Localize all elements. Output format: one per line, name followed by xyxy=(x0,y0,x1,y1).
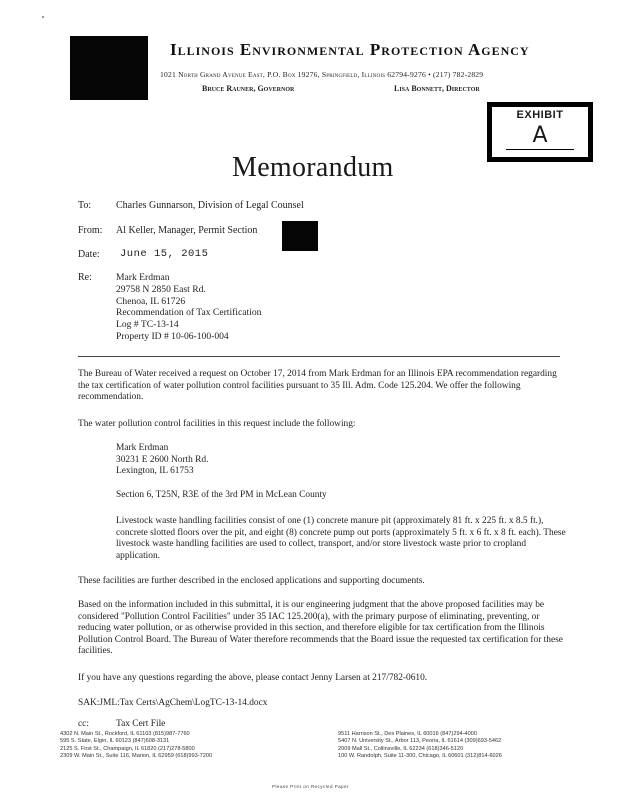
header-divider xyxy=(78,356,560,357)
livestock-description: Livestock waste handling facilities consist of one (1) concrete manure pit (approximately 81 ft. x 225 ft. x 8.5 ft.), concrete slotted floors over the pit, and eight (8) concrete pump out ports (approximately 5 ft. x 6 ft. x 8 ft. each). These livestock waste handling facilities are used to collect, transport, and/or store livestock waste prior to cropland application. xyxy=(116,516,566,561)
office-address: 100 W. Randolph, Suite 11-300, Chicago, IL 60601 (312)814-6026 xyxy=(338,752,502,759)
office-address: 2125 S. First St., Champaign, IL 61820 (217)278-5800 xyxy=(60,745,195,752)
intro-paragraph: The Bureau of Water received a request on October 17, 2014 from Mark Erdman for an Illinois EPA recommendation regarding the tax certification of water pollution control facilities pursuant to 35 Ill. Adm. Code 125.204. We offer the following recommendation. xyxy=(78,369,557,403)
date-value: June 15, 2015 xyxy=(120,248,209,260)
exhibit-label: EXHIBIT xyxy=(516,109,564,121)
memo-title: Memorandum xyxy=(232,152,394,183)
governor-name: Bruce Rauner, Governor xyxy=(202,84,295,93)
cc-label: cc: xyxy=(78,719,89,729)
re-block xyxy=(116,272,261,343)
legal-location: Section 6, T25N, R3E of the 3rd PM in McLean County xyxy=(116,490,327,500)
file-reference: SAK:JML:Tax Certs\AgChem\LogTC-13-14.docx xyxy=(78,698,268,708)
recycled-paper-note: Please Print on Recycled Paper xyxy=(272,784,349,789)
facility-line: Lexington, IL 61753 xyxy=(116,466,194,477)
agency-logo-redacted xyxy=(70,36,148,100)
director-name: Lisa Bonnett, Director xyxy=(394,84,480,93)
agency-address: 1021 North Grand Avenue East, P.O. Box 19276, Springfield, Illinois 62794-9276 • (217) 782-2829 xyxy=(160,70,484,79)
agency-name: Illinois Environmental Protection Agency xyxy=(170,40,530,59)
re-label: Re: xyxy=(78,272,92,283)
exhibit-sticker xyxy=(487,102,593,162)
footer-offices-right xyxy=(338,731,502,760)
office-address: 2309 W. Main St., Suite 116, Marion, IL 62959 (618)993-7200 xyxy=(60,752,213,759)
exhibit-underline xyxy=(506,149,574,150)
further-described: These facilities are further described in the enclosed applications and supporting documents. xyxy=(78,576,425,586)
signature-redacted xyxy=(282,221,318,251)
scan-speck xyxy=(42,16,44,18)
engineering-judgment: Based on the information included in this submittal, it is our engineering judgment that the above proposed facilities may be considered "Pollution Control Facilities" under 35 IAC 125.200(a), with the primary purpose of eliminating, preventing, or reducing water pollution, or as otherwise provided in this section, and therefore eligible for tax certification from the Illinois Pollution Control Board. The Bureau of Water therefore recommends that the Board issue the requested tax certification for these facilities. xyxy=(78,600,563,657)
cc-value: Tax Cert File xyxy=(116,719,166,729)
exhibit-letter: A xyxy=(532,123,548,148)
re-line: Recommendation of Tax Certification xyxy=(116,307,262,319)
re-line: Property ID # 10-06-100-004 xyxy=(116,330,229,342)
re-line: Chenoa, IL 61726 xyxy=(116,295,186,307)
to-value: Charles Gunnarson, Division of Legal Counsel xyxy=(116,200,304,211)
to-label: To: xyxy=(78,200,92,211)
office-address: 9511 Harrison St., Des Plaines, IL 60016 (847)294-4000 xyxy=(338,731,477,737)
date-label: Date: xyxy=(78,249,100,260)
contact-paragraph: If you have any questions regarding the above, please contact Jenny Larsen at 217/782-0610. xyxy=(78,673,428,683)
facility-line: Mark Erdman xyxy=(116,443,169,453)
from-label: From: xyxy=(78,225,103,236)
re-line: Log # TC-13-14 xyxy=(116,319,179,331)
facility-line: 30231 E 2600 North Rd. xyxy=(116,454,209,465)
facility-address xyxy=(116,443,556,478)
re-line: Mark Erdman xyxy=(116,272,170,283)
re-line: 29758 N 2850 East Rd. xyxy=(116,283,206,295)
office-address: 2009 Mall St., Collinsville, IL 62234 (618)346-5120 xyxy=(338,745,464,752)
facilities-intro: The water pollution control facilities in this request include the following: xyxy=(78,419,356,429)
office-address: 595 S. State, Elgin, IL 60123 (847)608-3131 xyxy=(60,738,170,745)
from-value: Al Keller, Manager, Permit Section xyxy=(116,225,258,236)
office-address: 4302 N. Main St., Rockford, IL 61103 (815)987-7760 xyxy=(60,731,190,737)
footer-offices-left xyxy=(60,731,212,760)
office-address: 5407 N. University St., Arbor 113, Peoria, IL 61614 (309)693-5462 xyxy=(338,738,502,745)
